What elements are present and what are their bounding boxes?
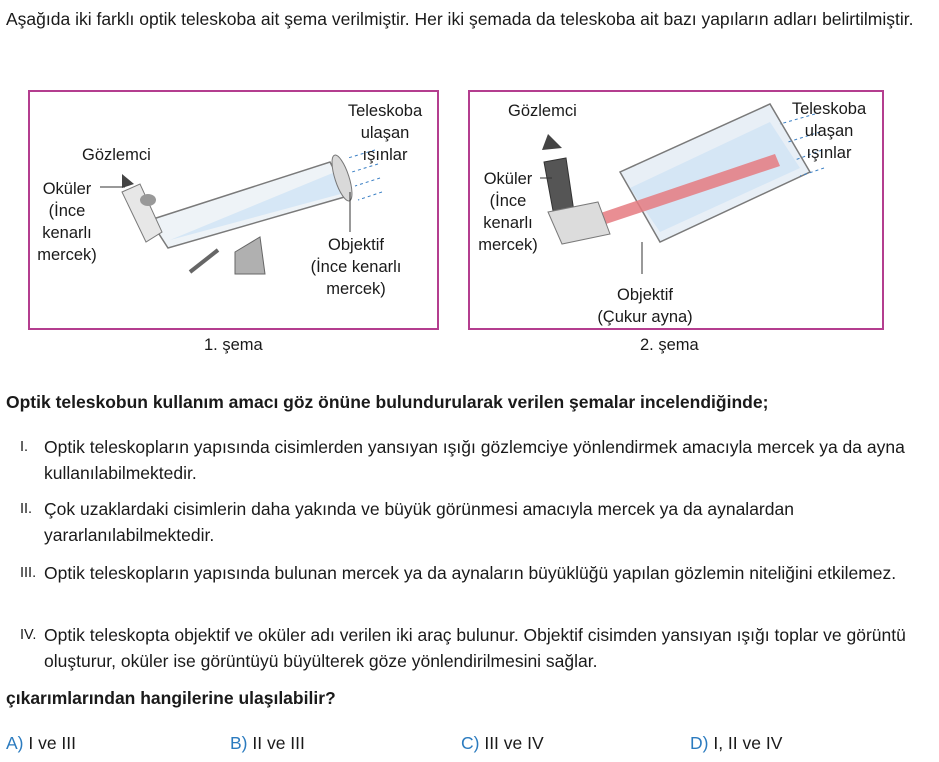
statement-number: II. bbox=[20, 501, 33, 517]
statement-text: Çok uzaklardaki cisimlerin daha yakında ve büyük görünmesi amacıyla mercek ya da aynalardan yararlanılabilmektedir. bbox=[44, 499, 794, 545]
statement-text: Optik teleskopta objektif ve oküler adı verilen iki araç bulunur. Objektif cisimden yansıyan ışığı toplar ve görüntü oluşturur, oküler ise görüntüyü büyülterek göze yönlendirilmesini sağlar. bbox=[44, 625, 906, 671]
fig2-eyepiece-label: Oküler (İnce kenarlı mercek) bbox=[478, 170, 538, 254]
choice-letter: B) bbox=[230, 733, 248, 753]
intro-text: Aşağıda iki farklı optik teleskoba ait şema verilmiştir. Her iki şemada da teleskoba ait bazı yapıların adları belirtilmiştir. bbox=[6, 9, 914, 29]
figure-1-caption: 1. şema bbox=[204, 336, 263, 354]
choice-text: III ve IV bbox=[479, 733, 544, 753]
fig1-eyepiece-label: Oküler (İnce kenarlı mercek) bbox=[37, 180, 97, 264]
statement-text: Optik teleskopların yapısında cisimlerden yansıyan ışığı gözlemciye yönlendirmek amacıyla mercek ya da ayna kullanılabilmektedir. bbox=[44, 437, 905, 483]
choice-letter: C) bbox=[461, 733, 480, 753]
eye-icon bbox=[542, 134, 562, 150]
statement-3 bbox=[20, 560, 934, 586]
fig2-rays-label: Teleskoba ulaşan ışınlar bbox=[791, 100, 867, 162]
figure-1-refracting-telescope bbox=[28, 90, 439, 330]
question-stem: Optik teleskobun kullanım amacı göz önüne bulundurularak verilen şemalar incelendiğinde; bbox=[6, 392, 769, 412]
choice-a[interactable] bbox=[6, 733, 76, 754]
choice-text: II ve III bbox=[247, 733, 305, 753]
eye-icon bbox=[122, 174, 134, 188]
focuser-knob-icon bbox=[140, 194, 156, 206]
choice-letter: D) bbox=[690, 733, 709, 753]
handle-icon bbox=[190, 250, 218, 272]
statement-text: Optik teleskopların yapısında bulunan mercek ya da aynaların büyüklüğü yapılan gözlemin niteliğini etkilemez. bbox=[44, 563, 897, 583]
statement-number: III. bbox=[20, 565, 37, 581]
eyepiece-tube-icon bbox=[122, 184, 162, 242]
mount-icon bbox=[235, 237, 265, 274]
choice-letter: A) bbox=[6, 733, 24, 753]
fig2-objective-label: Objektif (Çukur ayna) bbox=[597, 286, 693, 326]
choice-c[interactable] bbox=[461, 733, 544, 754]
choice-d[interactable] bbox=[690, 733, 782, 754]
fig1-objective-label: Objektif (İnce kenarlı mercek) bbox=[310, 236, 402, 298]
choice-text: I ve III bbox=[23, 733, 77, 753]
statement-1 bbox=[20, 434, 934, 486]
fig2-observer-label: Gözlemci bbox=[508, 102, 577, 120]
fig1-rays-label: Teleskoba ulaşan ışınlar bbox=[347, 102, 423, 164]
choice-text: I, II ve IV bbox=[708, 733, 783, 753]
statement-4 bbox=[20, 622, 934, 674]
statement-number: I. bbox=[20, 439, 29, 455]
statement-number: IV. bbox=[20, 627, 37, 643]
question-ask: çıkarımlarından hangilerine ulaşılabilir? bbox=[6, 688, 336, 708]
choice-b[interactable] bbox=[230, 733, 305, 754]
fig1-observer-label: Gözlemci bbox=[82, 146, 151, 164]
figure-2-caption: 2. şema bbox=[640, 336, 699, 354]
figure-2-reflecting-telescope bbox=[468, 90, 884, 330]
statement-2 bbox=[20, 496, 934, 548]
